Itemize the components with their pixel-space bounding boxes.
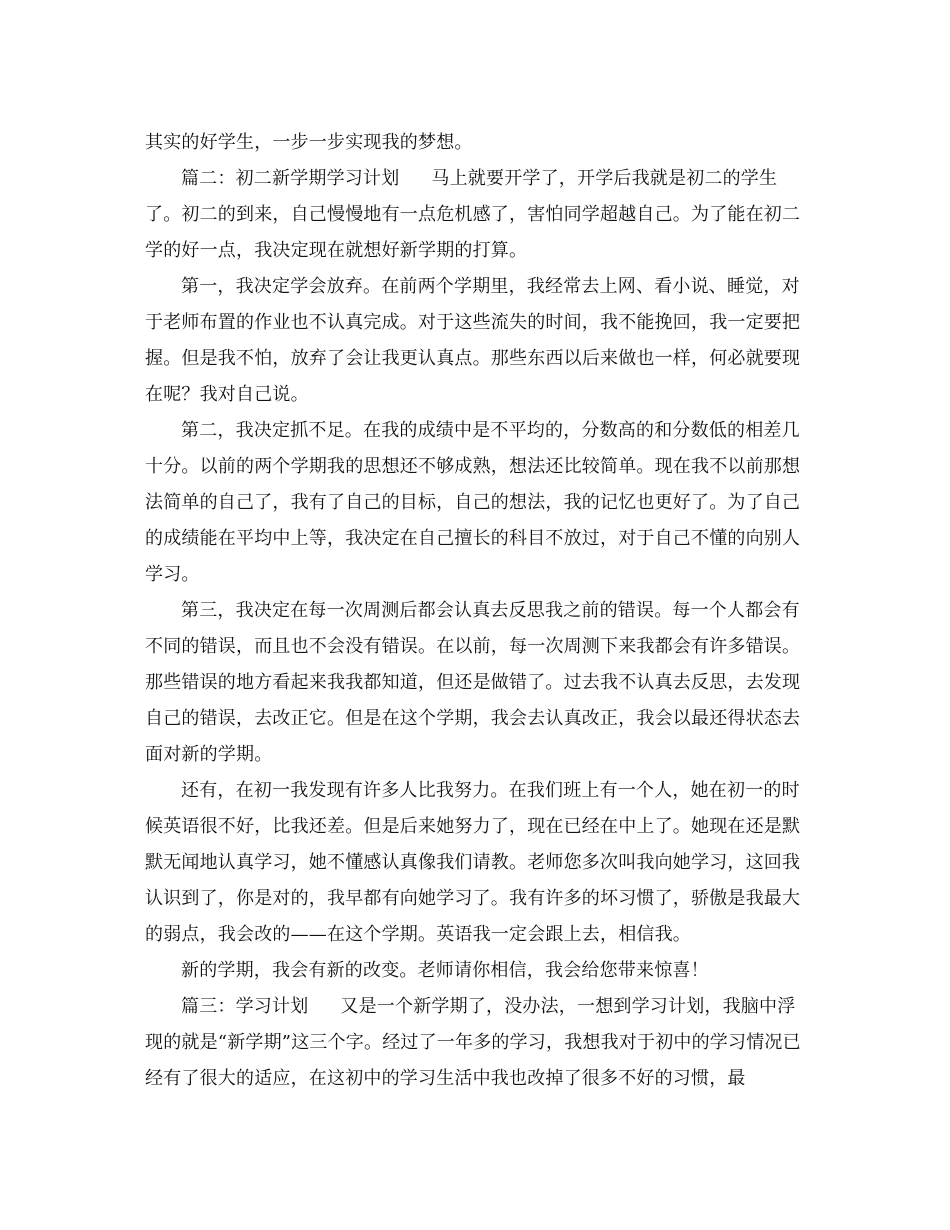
paragraph	[145, 125, 805, 161]
paragraph-text: 其实的好学生，一步一步实现我的梦想。	[145, 132, 473, 153]
paragraph	[145, 773, 805, 953]
section-heading: 篇二：初二新学期学习计划	[181, 168, 400, 189]
paragraph-text: 第三，我决定在每一次周测后都会认真去反思我之前的错误。每一个人都会有不同的错误，而且也不会没有错误。在以前，每一次周测下来我都会有许多错误。那些错误的地方看起来我我都知道，但还是做错了。过去我不认真去反思，去发现自己的错误，去改正它。但是在这个学期，我会去认真改正，我会以最还得状态去面对新的学期。	[145, 600, 801, 765]
paragraph	[145, 413, 805, 593]
section-heading: 篇三：学习计划	[181, 996, 309, 1017]
paragraph	[145, 953, 805, 989]
paragraph-text: 第二，我决定抓不足。在我的成绩中是不平均的，分数高的和分数低的相差几十分。以前的两个学期我的思想还不够成熟，想法还比较简单。现在我不以前那想法简单的自己了，我有了自己的目标，自己的想法，我的记忆也更好了。为了自己的成绩能在平均中上等，我决定在自己擅长的科目不放过，对于自己不懂的向别人学习。	[145, 420, 801, 585]
paragraph	[145, 269, 805, 413]
document-body	[145, 125, 805, 1097]
paragraph-text: 又是一个新学期了，没办法，一想到学习计划，我脑中浮现的就是“新学期”这三个字。经过了一年多的学习，我想我对于初中的学习情况已经有了很大的适应，在这初中的学习生活中我也改掉了很多不好的习惯，最	[145, 996, 801, 1089]
paragraph	[145, 593, 805, 773]
paragraph	[145, 989, 805, 1097]
paragraph-text: 还有，在初一我发现有许多人比我努力。在我们班上有一个人，她在初一的时候英语很不好，比我还差。但是后来她努力了，现在已经在中上了。她现在还是默默无闻地认真学习，她不懂感认真像我们请教。老师您多次叫我向她学习，这回我认识到了，你是对的，我早都有向她学习了。我有许多的坏习惯了，骄傲是我最大的弱点，我会改的——在这个学期。英语我一定会跟上去，相信我。	[145, 780, 801, 945]
paragraph-text: 第一，我决定学会放弃。在前两个学期里，我经常去上网、看小说、睡觉，对于老师布置的作业也不认真完成。对于这些流失的时间，我不能挽回，我一定要把握。但是我不怕，放弃了会让我更认真点。那些东西以后来做也一样，何必就要现在呢？我对自己说。	[145, 276, 801, 405]
paragraph	[145, 161, 805, 269]
paragraph-text: 马上就要开学了，开学后我就是初二的学生了。初二的到来，自己慢慢地有一点危机感了，害怕同学超越自己。为了能在初二学的好一点，我决定现在就想好新学期的打算。	[145, 168, 801, 261]
paragraph-text: 新的学期，我会有新的改变。老师请你相信，我会给您带来惊喜！	[181, 960, 709, 981]
